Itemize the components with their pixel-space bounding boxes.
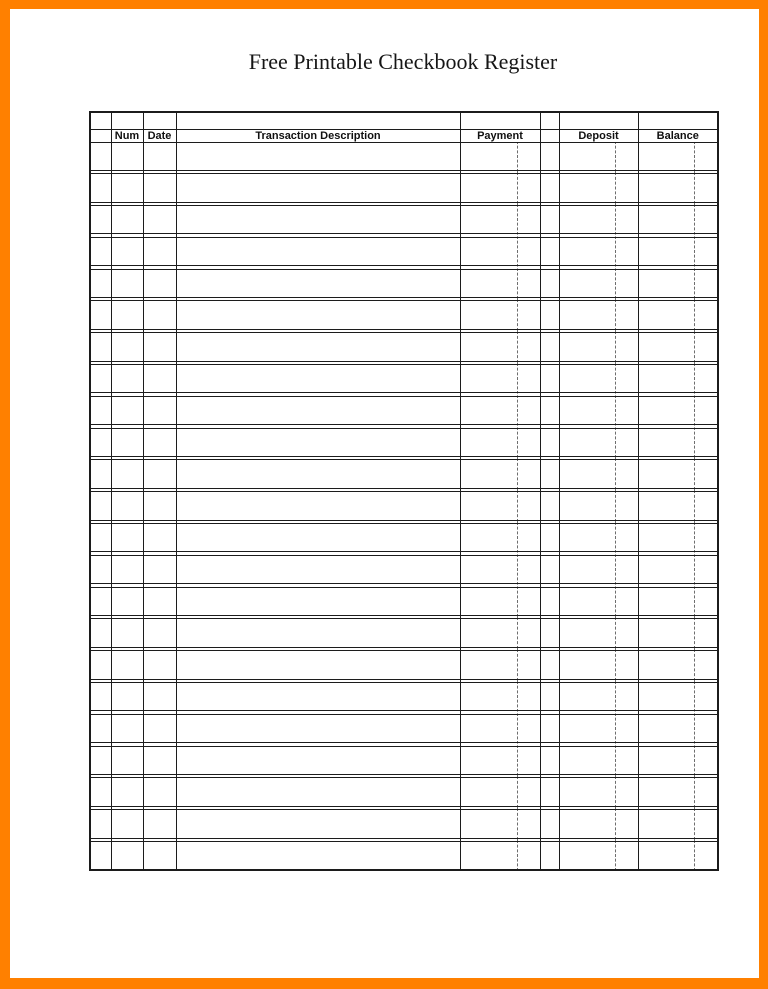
cents-divider-line bbox=[694, 524, 695, 552]
page-title: Free Printable Checkbook Register bbox=[248, 49, 558, 74]
entry-cell-num bbox=[111, 524, 143, 552]
register-row bbox=[90, 746, 718, 774]
strip-cell-deposit bbox=[559, 112, 638, 129]
cents-divider-line bbox=[517, 746, 518, 774]
entry-cell-payment bbox=[460, 396, 540, 424]
register-row bbox=[90, 365, 718, 393]
entry-cell-date bbox=[143, 492, 176, 520]
entry-cell-description bbox=[176, 683, 460, 711]
entry-cell-balance bbox=[638, 460, 718, 488]
register-row bbox=[90, 174, 718, 202]
entry-cell-balance bbox=[638, 269, 718, 297]
cents-divider-line bbox=[517, 555, 518, 583]
entry-cell-spacer bbox=[540, 142, 559, 170]
entry-cell-balance bbox=[638, 778, 718, 806]
entry-cell-balance bbox=[638, 746, 718, 774]
register-row bbox=[90, 269, 718, 297]
cents-divider-line bbox=[517, 333, 518, 361]
entry-cell-payment bbox=[460, 619, 540, 647]
entry-cell-check bbox=[90, 333, 111, 361]
entry-cell-num bbox=[111, 301, 143, 329]
entry-cell-spacer bbox=[540, 428, 559, 456]
column-header-payment: Payment bbox=[460, 129, 540, 142]
entry-cell-num bbox=[111, 492, 143, 520]
entry-cell-payment bbox=[460, 842, 540, 871]
entry-cell-balance bbox=[638, 301, 718, 329]
entry-cell-deposit bbox=[559, 555, 638, 583]
cents-divider-line bbox=[615, 587, 616, 615]
entry-cell-balance bbox=[638, 428, 718, 456]
cents-divider-line bbox=[694, 301, 695, 329]
entry-cell-description bbox=[176, 206, 460, 234]
entry-cell-deposit bbox=[559, 651, 638, 679]
top-strip-row bbox=[90, 112, 718, 129]
entry-cell-spacer bbox=[540, 206, 559, 234]
register-row bbox=[90, 842, 718, 871]
entry-cell-check bbox=[90, 492, 111, 520]
entry-cell-date bbox=[143, 460, 176, 488]
entry-cell-spacer bbox=[540, 333, 559, 361]
entry-cell-deposit bbox=[559, 714, 638, 742]
entry-cell-description bbox=[176, 778, 460, 806]
entry-cell-balance bbox=[638, 333, 718, 361]
entry-cell-check bbox=[90, 619, 111, 647]
cents-divider-line bbox=[615, 555, 616, 583]
cents-divider-line bbox=[694, 714, 695, 742]
header-row bbox=[90, 129, 718, 142]
cents-divider-line bbox=[694, 810, 695, 838]
entry-cell-num bbox=[111, 683, 143, 711]
entry-cell-payment bbox=[460, 365, 540, 393]
entry-cell-spacer bbox=[540, 778, 559, 806]
entry-cell-payment bbox=[460, 651, 540, 679]
entry-cell-deposit bbox=[559, 778, 638, 806]
entry-cell-date bbox=[143, 428, 176, 456]
cents-divider-line bbox=[615, 492, 616, 520]
entry-cell-num bbox=[111, 842, 143, 871]
entry-cell-date bbox=[143, 142, 176, 170]
entry-cell-payment bbox=[460, 237, 540, 265]
cents-divider-line bbox=[694, 460, 695, 488]
entry-cell-check bbox=[90, 365, 111, 393]
entry-cell-check bbox=[90, 524, 111, 552]
entry-cell-description bbox=[176, 333, 460, 361]
cents-divider-line bbox=[517, 269, 518, 297]
entry-cell-num bbox=[111, 778, 143, 806]
entry-cell-date bbox=[143, 619, 176, 647]
entry-cell-description bbox=[176, 301, 460, 329]
entry-cell-date bbox=[143, 651, 176, 679]
entry-cell-deposit bbox=[559, 269, 638, 297]
cents-divider-line bbox=[694, 428, 695, 456]
cents-divider-line bbox=[694, 174, 695, 202]
entry-cell-payment bbox=[460, 206, 540, 234]
cents-divider-line bbox=[615, 365, 616, 393]
entry-cell-balance bbox=[638, 842, 718, 871]
cents-divider-line bbox=[615, 206, 616, 234]
column-header-balance: Balance bbox=[638, 129, 718, 142]
column-header-date: Date bbox=[143, 129, 176, 142]
strip-cell-date bbox=[143, 112, 176, 129]
entry-cell-check bbox=[90, 428, 111, 456]
register-row bbox=[90, 142, 718, 170]
cents-divider-line bbox=[694, 778, 695, 806]
register-row bbox=[90, 396, 718, 424]
entry-cell-num bbox=[111, 714, 143, 742]
cents-divider-line bbox=[517, 587, 518, 615]
entry-cell-check bbox=[90, 651, 111, 679]
entry-cell-deposit bbox=[559, 619, 638, 647]
entry-cell-balance bbox=[638, 396, 718, 424]
entry-cell-spacer bbox=[540, 619, 559, 647]
column-header-description: Transaction Description bbox=[176, 129, 460, 142]
register-table bbox=[89, 111, 719, 871]
register-row bbox=[90, 683, 718, 711]
cents-divider-line bbox=[615, 396, 616, 424]
cents-divider-line bbox=[694, 396, 695, 424]
cents-divider-line bbox=[615, 683, 616, 711]
cents-divider-line bbox=[517, 524, 518, 552]
entry-cell-date bbox=[143, 810, 176, 838]
entry-cell-spacer bbox=[540, 237, 559, 265]
register-row bbox=[90, 714, 718, 742]
register-row bbox=[90, 333, 718, 361]
entry-cell-spacer bbox=[540, 524, 559, 552]
entry-cell-date bbox=[143, 714, 176, 742]
entry-cell-date bbox=[143, 396, 176, 424]
column-header-check bbox=[90, 129, 111, 142]
cents-divider-line bbox=[517, 683, 518, 711]
entry-cell-num bbox=[111, 142, 143, 170]
strip-cell-payment bbox=[460, 112, 540, 129]
cents-divider-line bbox=[615, 428, 616, 456]
register-row bbox=[90, 810, 718, 838]
entry-cell-description bbox=[176, 619, 460, 647]
cents-divider-line bbox=[517, 842, 518, 871]
cents-divider-line bbox=[615, 619, 616, 647]
entry-cell-date bbox=[143, 778, 176, 806]
entry-cell-date bbox=[143, 365, 176, 393]
entry-cell-num bbox=[111, 174, 143, 202]
cents-divider-line bbox=[615, 810, 616, 838]
cents-divider-line bbox=[615, 778, 616, 806]
entry-cell-spacer bbox=[540, 587, 559, 615]
strip-cell-description bbox=[176, 112, 460, 129]
entry-cell-num bbox=[111, 555, 143, 583]
entry-cell-spacer bbox=[540, 842, 559, 871]
entry-cell-date bbox=[143, 524, 176, 552]
entry-cell-date bbox=[143, 237, 176, 265]
entry-cell-num bbox=[111, 651, 143, 679]
entry-cell-balance bbox=[638, 683, 718, 711]
register-body bbox=[90, 112, 718, 870]
entry-cell-balance bbox=[638, 174, 718, 202]
entry-cell-balance bbox=[638, 714, 718, 742]
column-header-num: Num bbox=[111, 129, 143, 142]
entry-cell-check bbox=[90, 460, 111, 488]
cents-divider-line bbox=[694, 269, 695, 297]
cents-divider-line bbox=[615, 142, 616, 170]
cents-divider-line bbox=[517, 174, 518, 202]
entry-cell-num bbox=[111, 237, 143, 265]
entry-cell-deposit bbox=[559, 237, 638, 265]
entry-cell-deposit bbox=[559, 142, 638, 170]
register-row bbox=[90, 555, 718, 583]
entry-cell-spacer bbox=[540, 492, 559, 520]
entry-cell-deposit bbox=[559, 301, 638, 329]
entry-cell-date bbox=[143, 683, 176, 711]
entry-cell-date bbox=[143, 555, 176, 583]
entry-cell-deposit bbox=[559, 492, 638, 520]
entry-cell-date bbox=[143, 269, 176, 297]
entry-cell-payment bbox=[460, 460, 540, 488]
entry-cell-payment bbox=[460, 714, 540, 742]
entry-cell-payment bbox=[460, 683, 540, 711]
entry-cell-deposit bbox=[559, 428, 638, 456]
entry-cell-balance bbox=[638, 524, 718, 552]
cents-divider-line bbox=[615, 746, 616, 774]
entry-cell-num bbox=[111, 396, 143, 424]
entry-cell-balance bbox=[638, 365, 718, 393]
entry-cell-description bbox=[176, 842, 460, 871]
entry-cell-spacer bbox=[540, 396, 559, 424]
entry-cell-description bbox=[176, 524, 460, 552]
column-header-deposit: Deposit bbox=[559, 129, 638, 142]
entry-cell-payment bbox=[460, 142, 540, 170]
register-row bbox=[90, 778, 718, 806]
entry-cell-deposit bbox=[559, 842, 638, 871]
entry-cell-description bbox=[176, 810, 460, 838]
entry-cell-deposit bbox=[559, 683, 638, 711]
entry-cell-description bbox=[176, 142, 460, 170]
entry-cell-date bbox=[143, 746, 176, 774]
entry-cell-description bbox=[176, 746, 460, 774]
cents-divider-line bbox=[517, 428, 518, 456]
cents-divider-line bbox=[615, 842, 616, 871]
entry-cell-payment bbox=[460, 333, 540, 361]
entry-cell-spacer bbox=[540, 555, 559, 583]
document-page bbox=[10, 9, 759, 978]
register-row bbox=[90, 428, 718, 456]
entry-cell-num bbox=[111, 746, 143, 774]
entry-cell-spacer bbox=[540, 683, 559, 711]
cents-divider-line bbox=[694, 746, 695, 774]
column-header-spacer bbox=[540, 129, 559, 142]
entry-cell-check bbox=[90, 810, 111, 838]
cents-divider-line bbox=[615, 460, 616, 488]
entry-cell-payment bbox=[460, 810, 540, 838]
entry-cell-check bbox=[90, 842, 111, 871]
register-row bbox=[90, 524, 718, 552]
entry-cell-description bbox=[176, 396, 460, 424]
cents-divider-line bbox=[694, 842, 695, 871]
entry-cell-deposit bbox=[559, 587, 638, 615]
cents-divider-line bbox=[615, 301, 616, 329]
cents-divider-line bbox=[694, 619, 695, 647]
entry-cell-num bbox=[111, 810, 143, 838]
register-row bbox=[90, 301, 718, 329]
entry-cell-deposit bbox=[559, 206, 638, 234]
entry-cell-payment bbox=[460, 174, 540, 202]
entry-cell-check bbox=[90, 269, 111, 297]
entry-cell-date bbox=[143, 174, 176, 202]
cents-divider-line bbox=[517, 460, 518, 488]
cents-divider-line bbox=[517, 651, 518, 679]
cents-divider-line bbox=[517, 619, 518, 647]
entry-cell-balance bbox=[638, 492, 718, 520]
entry-cell-description bbox=[176, 174, 460, 202]
entry-cell-check bbox=[90, 555, 111, 583]
entry-cell-payment bbox=[460, 301, 540, 329]
entry-cell-spacer bbox=[540, 365, 559, 393]
cents-divider-line bbox=[694, 555, 695, 583]
entry-cell-check bbox=[90, 778, 111, 806]
cents-divider-line bbox=[517, 142, 518, 170]
entry-cell-payment bbox=[460, 746, 540, 774]
entry-cell-check bbox=[90, 746, 111, 774]
cents-divider-line bbox=[517, 237, 518, 265]
entry-cell-description bbox=[176, 555, 460, 583]
register-row bbox=[90, 619, 718, 647]
entry-cell-spacer bbox=[540, 301, 559, 329]
entry-cell-num bbox=[111, 460, 143, 488]
cents-divider-line bbox=[694, 587, 695, 615]
entry-cell-spacer bbox=[540, 746, 559, 774]
strip-cell-balance bbox=[638, 112, 718, 129]
entry-cell-check bbox=[90, 237, 111, 265]
entry-cell-date bbox=[143, 587, 176, 615]
cents-divider-line bbox=[517, 301, 518, 329]
entry-cell-spacer bbox=[540, 174, 559, 202]
cents-divider-line bbox=[517, 206, 518, 234]
strip-cell-spacer bbox=[540, 112, 559, 129]
entry-cell-spacer bbox=[540, 269, 559, 297]
cents-divider-line bbox=[517, 492, 518, 520]
entry-cell-num bbox=[111, 269, 143, 297]
entry-cell-check bbox=[90, 683, 111, 711]
entry-cell-date bbox=[143, 842, 176, 871]
entry-cell-description bbox=[176, 365, 460, 393]
entry-cell-check bbox=[90, 301, 111, 329]
register-row bbox=[90, 206, 718, 234]
entry-cell-balance bbox=[638, 555, 718, 583]
entry-cell-deposit bbox=[559, 524, 638, 552]
entry-cell-check bbox=[90, 396, 111, 424]
register-row bbox=[90, 460, 718, 488]
cents-divider-line bbox=[615, 524, 616, 552]
cents-divider-line bbox=[615, 174, 616, 202]
entry-cell-balance bbox=[638, 810, 718, 838]
strip-cell-num bbox=[111, 112, 143, 129]
cents-divider-line bbox=[517, 810, 518, 838]
cents-divider-line bbox=[694, 683, 695, 711]
entry-cell-payment bbox=[460, 555, 540, 583]
entry-cell-check bbox=[90, 587, 111, 615]
entry-cell-num bbox=[111, 206, 143, 234]
entry-cell-balance bbox=[638, 587, 718, 615]
entry-cell-deposit bbox=[559, 333, 638, 361]
entry-cell-description bbox=[176, 714, 460, 742]
entry-cell-description bbox=[176, 460, 460, 488]
cents-divider-line bbox=[694, 365, 695, 393]
entry-cell-payment bbox=[460, 524, 540, 552]
entry-cell-deposit bbox=[559, 174, 638, 202]
entry-cell-balance bbox=[638, 142, 718, 170]
entry-cell-description bbox=[176, 651, 460, 679]
entry-cell-spacer bbox=[540, 714, 559, 742]
entry-cell-deposit bbox=[559, 810, 638, 838]
entry-cell-deposit bbox=[559, 460, 638, 488]
entry-cell-spacer bbox=[540, 810, 559, 838]
entry-cell-payment bbox=[460, 492, 540, 520]
cents-divider-line bbox=[694, 142, 695, 170]
entry-cell-check bbox=[90, 714, 111, 742]
cents-divider-line bbox=[694, 492, 695, 520]
entry-cell-description bbox=[176, 587, 460, 615]
entry-cell-num bbox=[111, 428, 143, 456]
entry-cell-payment bbox=[460, 428, 540, 456]
entry-cell-balance bbox=[638, 206, 718, 234]
strip-cell-check bbox=[90, 112, 111, 129]
cents-divider-line bbox=[694, 206, 695, 234]
cents-divider-line bbox=[694, 237, 695, 265]
cents-divider-line bbox=[615, 237, 616, 265]
entry-cell-description bbox=[176, 428, 460, 456]
entry-cell-check bbox=[90, 142, 111, 170]
entry-cell-date bbox=[143, 206, 176, 234]
entry-cell-num bbox=[111, 619, 143, 647]
entry-cell-balance bbox=[638, 651, 718, 679]
cents-divider-line bbox=[517, 778, 518, 806]
entry-cell-num bbox=[111, 365, 143, 393]
entry-cell-check bbox=[90, 174, 111, 202]
register-row bbox=[90, 492, 718, 520]
entry-cell-description bbox=[176, 492, 460, 520]
cents-divider-line bbox=[615, 333, 616, 361]
entry-cell-num bbox=[111, 587, 143, 615]
entry-cell-deposit bbox=[559, 396, 638, 424]
entry-cell-payment bbox=[460, 587, 540, 615]
cents-divider-line bbox=[615, 269, 616, 297]
entry-cell-balance bbox=[638, 237, 718, 265]
entry-cell-spacer bbox=[540, 651, 559, 679]
entry-cell-deposit bbox=[559, 746, 638, 774]
entry-cell-deposit bbox=[559, 365, 638, 393]
entry-cell-check bbox=[90, 206, 111, 234]
register-row bbox=[90, 651, 718, 679]
cents-divider-line bbox=[615, 651, 616, 679]
entry-cell-date bbox=[143, 301, 176, 329]
cents-divider-line bbox=[694, 651, 695, 679]
cents-divider-line bbox=[694, 333, 695, 361]
entry-cell-description bbox=[176, 237, 460, 265]
cents-divider-line bbox=[517, 365, 518, 393]
entry-cell-payment bbox=[460, 778, 540, 806]
cents-divider-line bbox=[517, 396, 518, 424]
entry-cell-spacer bbox=[540, 460, 559, 488]
entry-cell-payment bbox=[460, 269, 540, 297]
entry-cell-description bbox=[176, 269, 460, 297]
register-row bbox=[90, 587, 718, 615]
entry-cell-date bbox=[143, 333, 176, 361]
cents-divider-line bbox=[615, 714, 616, 742]
entry-cell-num bbox=[111, 333, 143, 361]
cents-divider-line bbox=[517, 714, 518, 742]
register-row bbox=[90, 237, 718, 265]
entry-cell-balance bbox=[638, 619, 718, 647]
